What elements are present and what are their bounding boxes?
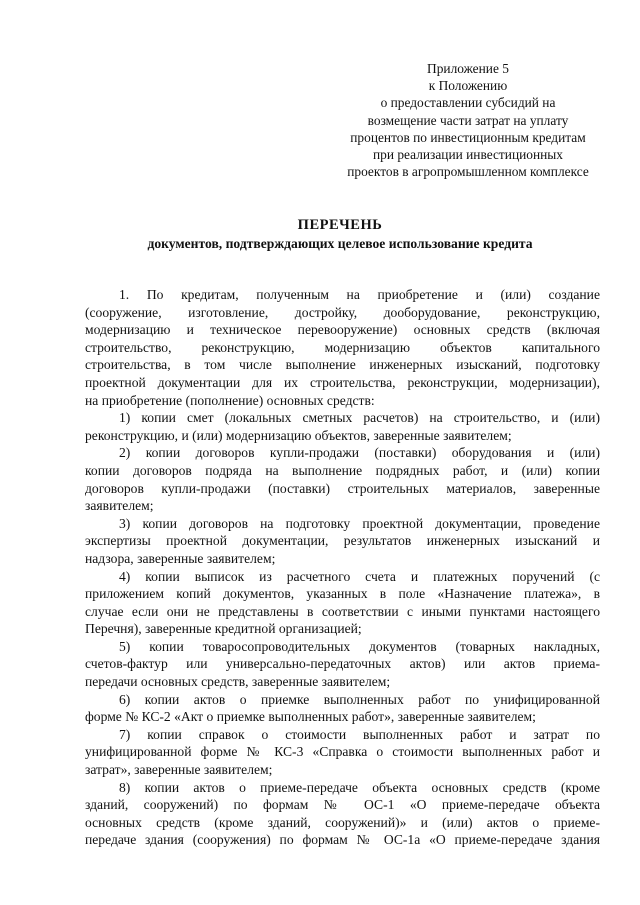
appendix-line: о предоставлении субсидий на <box>380 95 556 111</box>
body-line: 8) копии актов о приеме-передаче объекта основных средств (кроме <box>119 779 600 795</box>
body-line: 2) копии договоров купли-продажи (поставки) оборудования и (или) <box>119 445 600 461</box>
appendix-line: процентов по инвестиционным кредитам <box>350 129 586 145</box>
body-line: строительства, в том числе выполнение инженерных изысканий, подготовку <box>85 357 600 373</box>
appendix-line: Приложение 5 <box>427 61 509 76</box>
body-line: заявителем; <box>85 498 154 514</box>
body-line: 4) копии выписок из расчетного счета и платежных поручений (с <box>119 568 600 584</box>
appendix-line: возмещение части затрат на уплату <box>367 112 569 128</box>
body-line: 1. По кредитам, полученным на приобретение и (или) создание <box>119 287 600 302</box>
body-line: 6) копии актов о приемке выполненных работ по унифицированной <box>119 691 600 707</box>
body-line: экспертизы проектной документации, результатов инженерных изысканий и <box>85 533 600 549</box>
body-line: на приобретение (пополнение) основных средств: <box>85 392 375 408</box>
body-line: передачи основных средств, заверенные заявителем; <box>85 674 391 690</box>
body-line: форме № КС-2 «Акт о приемке выполненных работ», заверенные заявителем; <box>85 709 536 725</box>
body-line: 3) копии договоров на подготовку проектной документации, проведение <box>119 515 600 531</box>
body-line: случае если они не представлены в соответствии с иными пунктами настоящего <box>85 603 600 619</box>
appendix-header <box>318 60 618 180</box>
body-line: затрат», заверенные заявителем; <box>85 762 273 778</box>
document-body <box>85 286 600 849</box>
body-line: унифицированной форме № КС-3 «Справка о стоимости выполненных работ и <box>85 744 600 760</box>
body-line: зданий, сооружений) по формам № ОС-1 «О приеме-передаче объекта <box>85 797 600 813</box>
body-line: Перечня), заверенные кредитной организацией; <box>85 621 362 637</box>
document-subtitle: документов, подтверждающих целевое использование кредита <box>147 236 533 251</box>
body-line: надзора, заверенные заявителем; <box>85 550 276 566</box>
appendix-line: при реализации инвестиционных <box>372 147 564 163</box>
document-title: ПЕРЕЧЕНЬ <box>297 217 383 233</box>
body-line: (сооружение, изготовление, достройку, дооборудование, реконструкцию, <box>85 304 600 320</box>
body-line: приложением копий документов, указанных в поле «Назначение платежа», в <box>85 586 600 602</box>
body-line: проектной документации для их строительства, реконструкции, модернизации), <box>85 374 600 390</box>
body-line: основных средств (кроме зданий, сооружений)» и (или) актов о приеме- <box>85 814 600 830</box>
body-line: модернизацию и техническое перевооружение) основных средств (включая <box>85 322 600 338</box>
body-line: 1) копии смет (локальных сметных расчетов) на строительство, и (или) <box>119 410 600 426</box>
appendix-line: к Положению <box>428 78 508 94</box>
body-line: счетов-фактур или универсально-передаточных актов) или актов приема- <box>85 656 600 672</box>
body-line: договоров купли-продажи (поставки) строительных материалов, заверенные <box>85 480 600 496</box>
body-line: передаче здания (сооружения) по формам № ОС-1а «О приеме-передаче здания <box>85 832 600 848</box>
body-line: 7) копии справок о стоимости выполненных работ и затрат по <box>119 726 600 742</box>
body-line: копии договоров подряда на выполнение подрядных работ, и (или) копии <box>85 462 600 478</box>
body-line: 5) копии товаросопроводительных документов (товарных накладных, <box>119 638 600 654</box>
body-line: реконструкцию, и (или) модернизацию объектов, заверенные заявителем; <box>85 427 512 443</box>
body-line: строительство, реконструкцию, модернизацию объектов капитального <box>85 339 600 355</box>
appendix-line: проектов в агропромышленном комплексе <box>347 164 589 180</box>
